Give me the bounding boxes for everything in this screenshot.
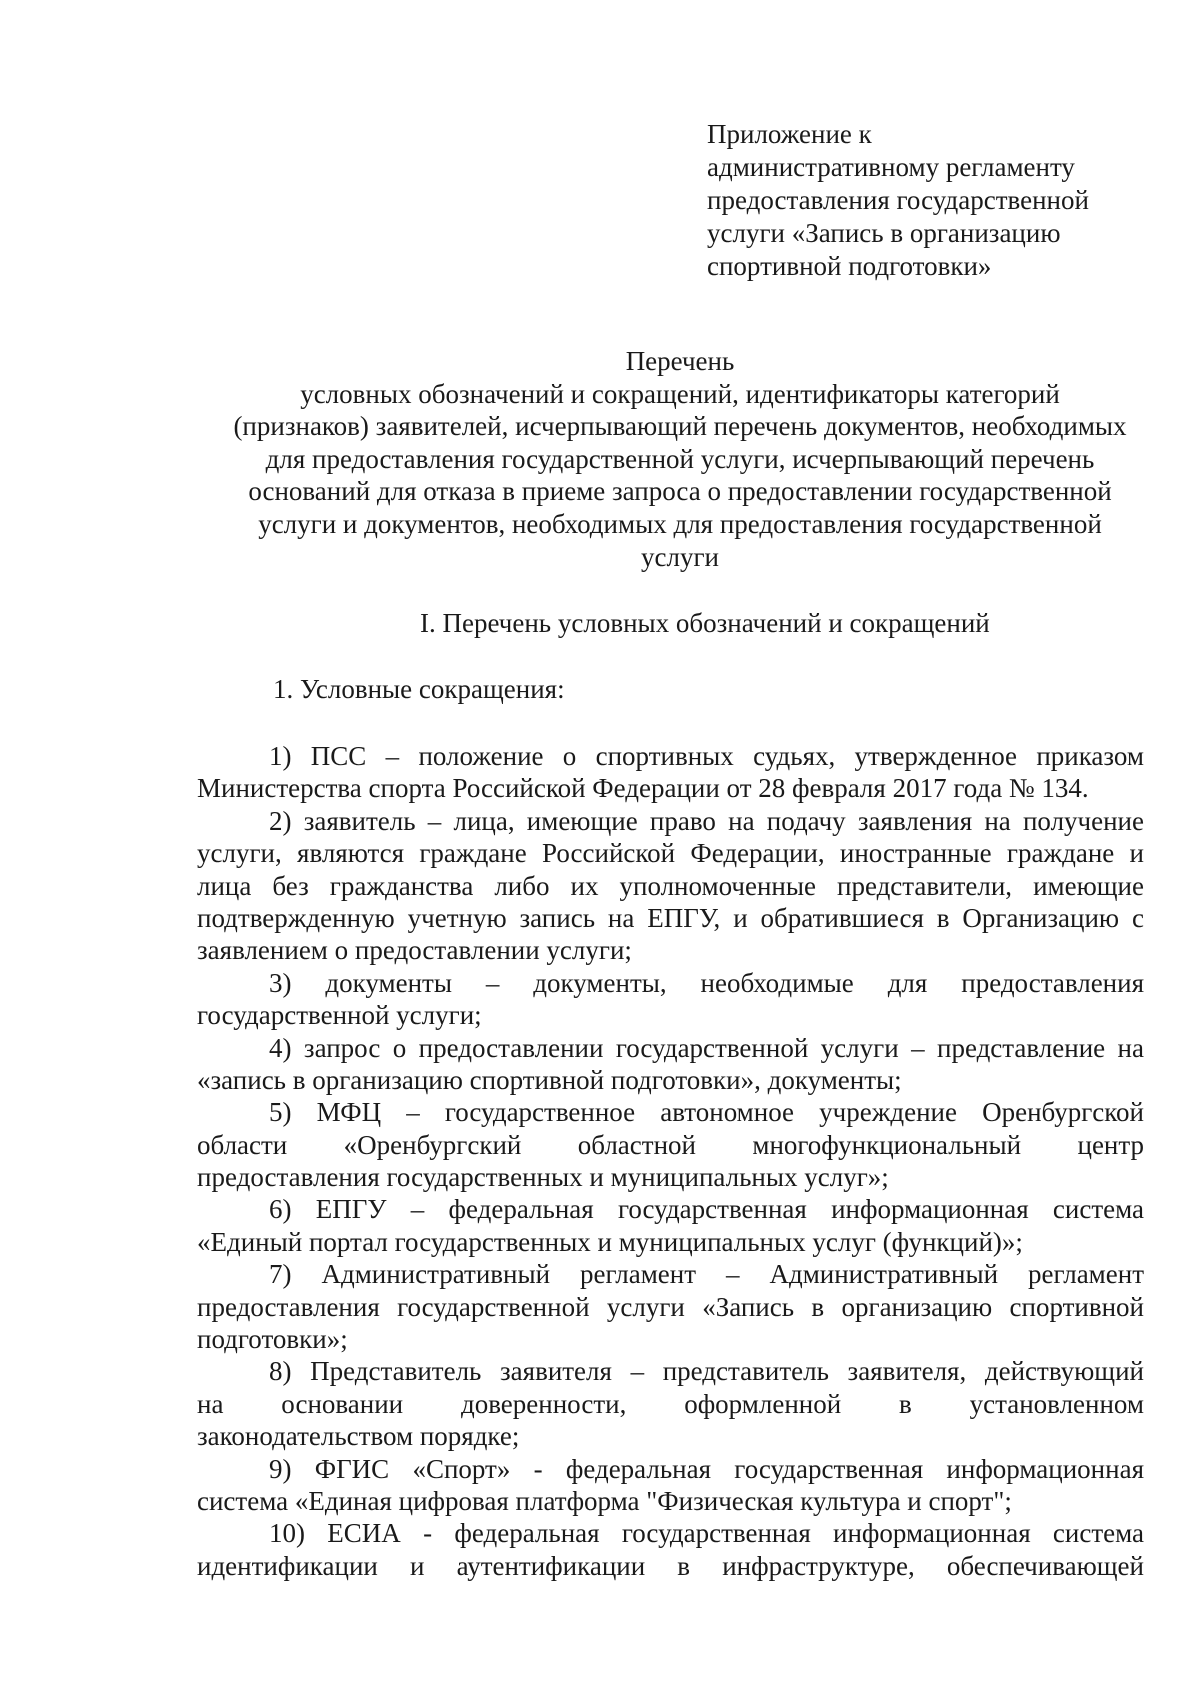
definition-line: 8) Представитель заявителя – представитель заявителя, действующий — [269, 1356, 1144, 1387]
document-title — [190, 345, 1170, 573]
definition-line: 6) ЕПГУ – федеральная государственная информационная система — [269, 1194, 1144, 1225]
title-line: для предоставления государственной услуги, исчерпывающий перечень — [265, 443, 1095, 474]
definition-line: на основании доверенности, оформленной в установленном — [197, 1388, 1144, 1419]
title-line: оснований для отказа в приеме запроса о предоставлении государственной — [248, 476, 1112, 507]
definition-line: услуги, являются граждане Российской Федерации, иностранные граждане и — [197, 838, 1144, 869]
clause-heading: 1. Условные сокращения: — [273, 674, 565, 704]
definition-line: подтвержденную учетную запись на ЕПГУ, и обратившиеся в Организацию с — [197, 902, 1144, 933]
definition-line: 2) заявитель – лица, имеющие право на подачу заявления на получение — [269, 805, 1144, 836]
appendix-note-line: услуги «Запись в организацию — [707, 218, 1061, 248]
title-line: услуги и документов, необходимых для предоставления государственной — [258, 508, 1102, 539]
title-line: Перечень — [625, 346, 735, 376]
section-heading: I. Перечень условных обозначений и сокращений — [420, 608, 990, 638]
definition-line: «Единый портал государственных и муниципальных услуг (функций)»; — [197, 1226, 1023, 1257]
title-line: (признаков) заявителей, исчерпывающий перечень документов, необходимых — [233, 411, 1127, 442]
title-line: условных обозначений и сокращений, идентификаторы категорий — [300, 378, 1060, 409]
definition-line: законодательством порядке; — [197, 1421, 520, 1452]
definitions-list — [197, 740, 1144, 1582]
definition-line: 5) МФЦ – государственное автономное учреждение Оренбургской — [269, 1097, 1144, 1128]
definition-line: Министерства спорта Российской Федерации от 28 февраля 2017 года № 134. — [197, 773, 1089, 804]
definition-line: области «Оренбургский областной многофункциональный центр — [197, 1129, 1144, 1160]
definition-line: государственной услуги; — [197, 1000, 482, 1031]
definition-line: 10) ЕСИА - федеральная государственная информационная система — [269, 1518, 1144, 1549]
definition-line: 1) ПСС – положение о спортивных судьях, утвержденное приказом — [269, 741, 1144, 771]
appendix-note-line: административному регламенту — [707, 152, 1075, 182]
definition-line: «запись в организацию спортивной подготовки», документы; — [197, 1064, 902, 1095]
appendix-note-line: предоставления государственной — [707, 185, 1089, 215]
appendix-note-line: Приложение к — [707, 119, 872, 149]
definition-line: 7) Административный регламент – Административный регламент — [269, 1259, 1144, 1290]
title-line: услуги — [641, 541, 719, 572]
definition-line: 3) документы – документы, необходимые для предоставления — [269, 967, 1144, 998]
definition-line: заявлением о предоставлении услуги; — [197, 935, 632, 966]
definition-line: идентификации и аутентификации в инфраструктуре, обеспечивающей — [197, 1550, 1144, 1581]
appendix-note-line: спортивной подготовки» — [707, 251, 992, 281]
definition-line: 9) ФГИС «Спорт» - федеральная государственная информационная — [269, 1453, 1144, 1484]
definition-line: 4) запрос о предоставлении государственной услуги – представление на — [269, 1032, 1144, 1063]
appendix-note — [707, 118, 1147, 283]
definition-line: система «Единая цифровая платформа "Физическая культура и спорт"; — [197, 1485, 1012, 1516]
definition-line: предоставления государственной услуги «Запись в организацию спортивной — [197, 1291, 1144, 1322]
definition-line: предоставления государственных и муниципальных услуг»; — [197, 1162, 889, 1193]
definition-line: подготовки»; — [197, 1324, 348, 1355]
definition-line: лица без гражданства либо их уполномоченные представители, имеющие — [197, 870, 1144, 901]
